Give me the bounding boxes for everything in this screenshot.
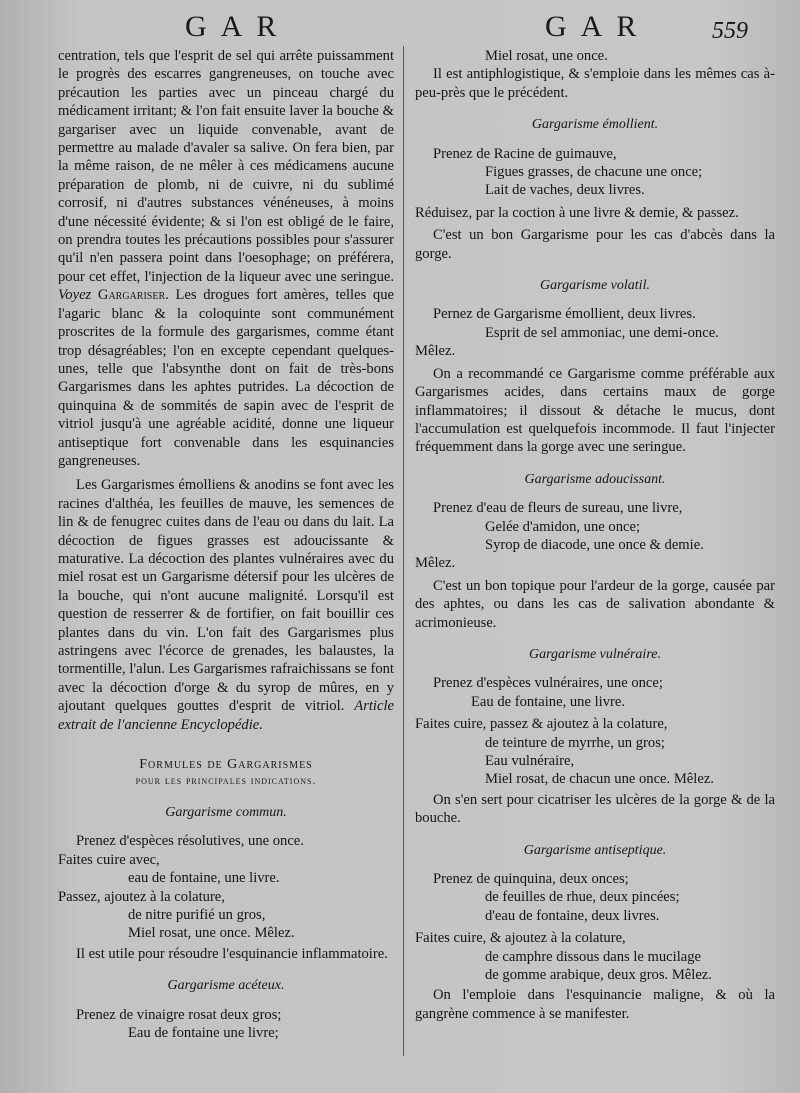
formules-heading-line-2: pour les principales indications. — [135, 775, 317, 788]
recipe-line: Faites cuire avec, — [58, 851, 160, 868]
formules-heading-line-1: Formules de Gargarismes — [139, 757, 313, 773]
section-heading-volatil: Gargarisme volatil. — [540, 278, 650, 294]
section-heading-emollient: Gargarisme émollient. — [531, 117, 659, 133]
recipe-line: Faites cuire, & ajoutez à la colature, — [415, 930, 626, 947]
recipe-note: On l'emploie dans l'esquinancie maligne, & où la gangrène commence à se manifester. — [415, 987, 775, 1022]
running-head-right: GAR — [545, 10, 651, 43]
cross-reference-voyez: Voyez — [58, 287, 92, 304]
recipe-line: de teinture de myrrhe, un gros; — [485, 734, 665, 751]
running-head-left: GAR — [185, 10, 291, 43]
recipe-line: de gomme arabique, deux gros. Mêlez. — [485, 967, 712, 984]
recipe-line: Eau vulnéraire, — [485, 753, 575, 769]
recipe-note: C'est un bon topique pour l'ardeur de la gorge, causée par des aphtes, ou dans les cas de salivation abondante & acrimonieuse. — [415, 577, 775, 631]
section-heading-vulneraire: Gargarisme vulnéraire. — [529, 646, 661, 662]
recipe-line: d'eau de fontaine, deux livres. — [485, 907, 660, 924]
paragraph-text: Les Gargarismes émolliens & anodins se font avec les racines d'althéa, les feuilles de mauve, les semences de lin & de fenugrec cuites dans de l'eau ou dans du lait. La décoction de figues grasses est adoucissante & maturative. La décoction des plantes vulnéraires avec du miel rosat est un Gargarisme détersif pour les ulcères de la bouche, qui n'ont aucune malignité. Lorsqu'il est question de resserrer & de fortifier, on fait bouillir ces plantes dans du vin. L'on fait des Gargarismes plus astringens avec l'écorce de grenades, les balaustes, la tormentille, l'alun. Les Gargarismes rafraichissans se font avec la décoction d'orge & du syrop de mûres, en y ajoutant quelques gouttes d'esprit de vitriol. — [58, 477, 394, 715]
recipe-line: Gelée d'amidon, une once; — [485, 518, 640, 535]
recipe-line: Eau de fontaine, une livre. — [471, 693, 625, 710]
recipe-line: Faites cuire, passez & ajoutez à la colature, — [415, 716, 668, 733]
recipe-line: Mêlez. — [415, 343, 456, 360]
recipe-line: Figues grasses, de chacune une once; — [485, 164, 703, 181]
recipe-line: Réduisez, par la coction à une livre & demie, & passez. — [415, 204, 739, 221]
recipe-note: C'est un bon Gargarisme pour les cas d'abcès dans la gorge. — [415, 227, 775, 262]
paragraph — [58, 47, 394, 470]
recipe-note: Il est utile pour résoudre l'esquinancie inflammatoire. — [76, 945, 388, 962]
section-heading-antiseptique: Gargarisme antiseptique. — [523, 842, 667, 858]
cross-reference-target: Gargariser. — [97, 287, 169, 304]
column-divider — [403, 46, 404, 1056]
page-number: 559 — [712, 18, 748, 44]
recipe-note: On s'en sert pour cicatriser les ulcères de la gorge & de la bouche. — [415, 791, 775, 827]
recipe-line: eau de fontaine, une livre. — [128, 870, 280, 887]
recipe-line: Syrop de diacode, une once & demie. — [485, 536, 704, 553]
recipe-note: On a recommandé ce Gargarisme comme préférable aux Gargarismes acides, dans certains maux de gorge inflammatoires; il dissout & détache le mucus, dont l'accumulation est quelquefois incommode. Il faut l'injecter fréquemment dans la gorge avec une seringue. — [415, 365, 775, 456]
section-heading-aceteux: Gargarisme acéteux. — [167, 978, 285, 994]
recipe-line: Prenez d'espèces vulnéraires, une once; — [433, 675, 663, 692]
recipe-line: Esprit de sel ammoniac, une demi-once. — [485, 324, 719, 341]
right-column — [415, 47, 775, 1023]
formules-heading — [58, 756, 394, 790]
recipe-line: Prenez de Racine de guimauve, — [433, 145, 617, 162]
recipe-line: de nitre purifié un gros, — [128, 907, 266, 924]
recipe-line: Prenez d'eau de fleurs de sureau, une livre, — [433, 500, 683, 517]
recipe-line: Lait de vaches, deux livres. — [485, 182, 645, 199]
recipe-line: de feuilles de rhue, deux pincées; — [485, 889, 680, 906]
paragraph-text: Les drogues fort amères, telles que l'agaric blanc & la coloquinte sont communément proscrites de la formule des gargarismes, comme étant trop désagréables; l'on en excepte cependant quelques-unes, telle que l'absynthe dont on fait de très-bons Gargarismes dans les aphtes putrides. La décoction de quinquina & de sommités de sapin avec de l'esprit de vitriol jusqu'à une agréable acidité, donne une liqueur antiseptique fort convenable dans les esquinancies gangreneuses. — [58, 287, 394, 469]
article-attribution: Article extrait de l'ancienne Encyclopédie. — [58, 698, 394, 733]
recipe-line: Eau de fontaine une livre; — [128, 1025, 279, 1042]
recipe-line: de camphre dissous dans le mucilage — [485, 948, 702, 965]
recipe-line: Mêlez. — [415, 555, 456, 572]
paragraph — [58, 476, 394, 734]
recipe-note: Il est antiphlogistique, & s'emploie dans les mêmes cas à-peu-près que le précédent. — [415, 66, 775, 101]
left-column — [58, 47, 394, 1043]
recipe-line: Passez, ajoutez à la colature, — [58, 888, 225, 905]
section-heading-commun: Gargarisme commun. — [165, 805, 287, 821]
paragraph-text: centration, tels que l'esprit de sel qui arrête puissamment le progrès des escarres gangreneuses, on touche avec précaution les parties avec un pinceau chargé du médicament irritant; & l'on fait ensuite laver la bouche & gargariser avec un liquide convenable, avant de permettre au malade d'avaler sa salive. On fera bien, par la même raison, de ne mêler à ces médicamens aucune préparation de plomb, ni de cuivre, ni du sublimé corrosif, ni d'autres substances vénéneuses, à moins d'une nécessité évidente; & si l'on est obligé de le faire, on prendra toutes les précautions possibles pour s'assurer qu'il n'en passera point dans l'oesophage; on préférera, pour cet effet, l'injection de la liqueur avec une seringue. — [58, 48, 394, 285]
recipe-line: Prenez de vinaigre rosat deux gros; — [76, 1006, 282, 1023]
recipe-line: Prenez d'espèces résolutives, une once. — [76, 833, 304, 850]
recipe-line: Miel rosat, de chacun une once. Mêlez. — [485, 771, 714, 788]
section-heading-adoucissant: Gargarisme adoucissant. — [524, 471, 666, 487]
recipe-line: Pernez de Gargarisme émollient, deux livres. — [433, 306, 696, 323]
recipe-line: Prenez de quinquina, deux onces; — [433, 871, 629, 888]
recipe-line: Miel rosat, une once. Mêlez. — [128, 925, 295, 942]
recipe-line: Miel rosat, une once. — [485, 48, 608, 64]
